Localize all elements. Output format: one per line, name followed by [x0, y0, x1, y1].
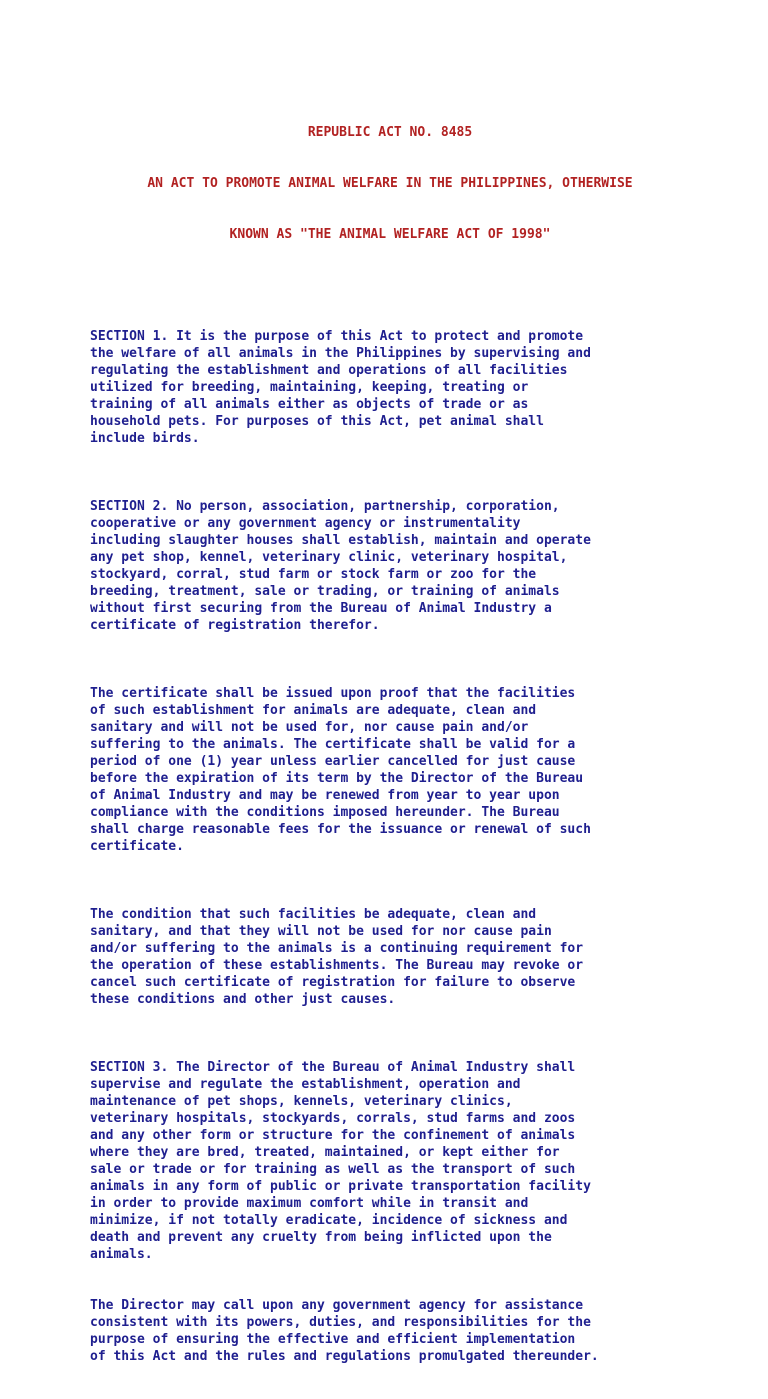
- director-assistance-paragraph: The Director may call upon any government agency for assistance consistent with its powers, duties, and responsibilities for the purpose of ensuring the effective and efficient implementation of this Act and the rules and regulations promulgated thereunder.: [90, 1298, 599, 1364]
- document-body: [90, 294, 690, 1399]
- act-number: REPUBLIC ACT NO. 8485: [307, 125, 473, 140]
- section-3-paragraph: SECTION 3. The Director of the Bureau of Animal Industry shall supervise and regulate the establishment, operation and maintenance of pet shops, kennels, veterinary clinics, veterinary hospitals, stockyards, corrals, stud farms and zoos and any other form or structure for the confinement of animals where they are bred, treated, maintained, or kept either for sale or trade or for training as well as the transport of such animals in any form of public or private transportation facility in order to provide maximum comfort while in transit and minimize, if not totally eradicate, incidence of sickness and death and prevent any cruelty from being inflicted upon the animals.: [90, 1060, 591, 1262]
- document-title: [90, 90, 690, 277]
- certificate-paragraph: The certificate shall be issued upon proof that the facilities of such establishment for animals are adequate, clean and sanitary and will not be used for, nor cause pain and/or suffering to the animals. The certificate shall be valid for a period of one (1) year unless earlier cancelled for just cause before the expiration of its term by the Director of the Bureau of Animal Industry and may be renewed from year to year upon compliance with the conditions imposed hereunder. The Bureau shall charge reasonable fees for the issuance or renewal of such certificate.: [90, 686, 591, 854]
- section-1-paragraph: SECTION 1. It is the purpose of this Act to protect and promote the welfare of all animals in the Philippines by supervising and regulating the establishment and operations of all facilities utilized for breeding, maintaining, keeping, treating or training of all animals either as objects of trade or as household pets. For purposes of this Act, pet animal shall include birds.: [90, 329, 591, 446]
- condition-paragraph: The condition that such facilities be adequate, clean and sanitary, and that they will not be used for nor cause pain and/or suffering to the animals is a continuing requirement for the operation of these establishments. The Bureau may revoke or cancel such certificate of registration for failure to observe these conditions and other just causes.: [90, 907, 584, 1007]
- section-2-paragraph: SECTION 2. No person, association, partnership, corporation, cooperative or any government agency or instrumentality including slaughter houses shall establish, maintain and operate any pet shop, kennel, veterinary clinic, veterinary hospital, stockyard, corral, stud farm or stock farm or zoo for the breeding, treatment, sale or trading, or training of animals without first securing from the Bureau of Animal Industry a certificate of registration therefor.: [90, 499, 591, 633]
- act-title-line-1: AN ACT TO PROMOTE ANIMAL WELFARE IN THE PHILIPPINES, OTHERWISE: [147, 176, 633, 191]
- act-title-line-2: KNOWN AS "THE ANIMAL WELFARE ACT OF 1998": [229, 227, 551, 242]
- document-page: [90, 90, 690, 1399]
